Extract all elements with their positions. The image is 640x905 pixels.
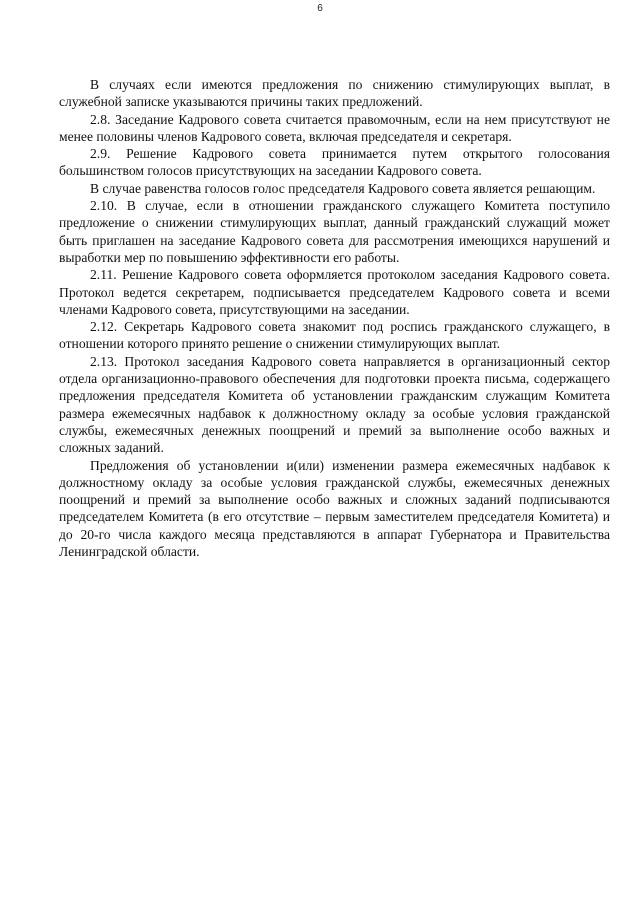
page-number: 6	[317, 3, 323, 14]
paragraph-2-12-secretary: 2.12. Секретарь Кадрового совета знакомит под роспись гражданского служащего, в отношении которого принято решение о снижении стимулирующих выплат.	[59, 319, 610, 352]
paragraph-2-9-voting: 2.9. Решение Кадрового совета принимается путем открытого голосования большинством голосов присутствующих на заседании Кадрового совета.	[59, 146, 610, 179]
paragraph-2-10-invitation: 2.10. В случае, если в отношении гражданского служащего Комитета поступило предложение о снижении стимулирующих выплат, данный гражданский служащий может быть приглашен на заседание Кадрового совета для рассмотрения имеющихся нарушений и выработки мер по повышению эффективности его работы.	[59, 198, 610, 265]
paragraph-tie-vote: В случае равенства голосов голос председателя Кадрового совета является решающим.	[90, 180, 596, 196]
paragraph-2-13-protocol-sending: 2.13. Протокол заседания Кадрового совета направляется в организационный сектор отдела организационно-правового обеспечения для подготовки проекта письма, содержащего предложения председателя Комитета об установлении гражданским служащим Комитета размера ежемесячных надбавок к должностному окладу за особые условия гражданской службы, ежемесячных денежных поощрений и премий за выполнение особо важных и сложных заданий.	[59, 353, 610, 456]
document-body	[59, 76, 610, 560]
paragraph-2-11-protocol: 2.11. Решение Кадрового совета оформляется протоколом заседания Кадрового совета. Протокол ведется секретарем, подписывается председателем Кадрового совета и всеми членами Кадрового совета, присутствующими на заседании.	[59, 267, 610, 317]
paragraph-proposals-submission: Предложения об установлении и(или) изменении размера ежемесячных надбавок к должностному окладу за особые условия гражданской службы, ежемесячных денежных поощрений и премий за выполнение особо важных и сложных заданий подписываются председателем Комитета (в его отсутствие – первым заместителем председателя Комитета) и до 20-го числа каждого месяца представляются в аппарат Губернатора и Правительства Ленинградской области.	[59, 457, 610, 560]
paragraph-2-8-quorum: 2.8. Заседание Кадрового совета считается правомочным, если на нем присутствуют не менее половины членов Кадрового совета, включая председателя и секретаря.	[59, 111, 610, 144]
paragraph-reduction-reasons: В случаях если имеются предложения по снижению стимулирующих выплат, в служебной записке указываются причины таких предложений.	[59, 77, 610, 110]
